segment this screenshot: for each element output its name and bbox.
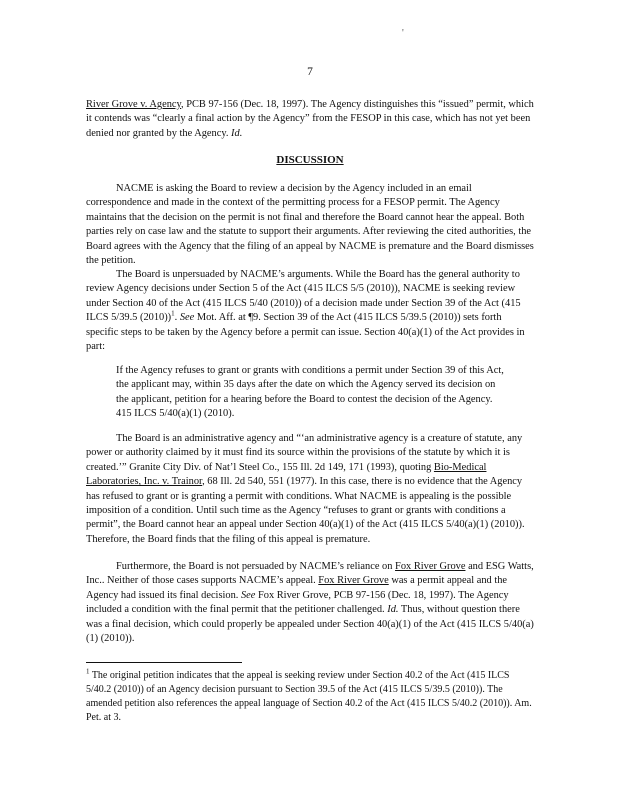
footnote-divider [86, 662, 242, 663]
footnote-marker: 1 [86, 667, 90, 676]
paragraph-2 [86, 268, 536, 354]
paragraph-4-text-a: Furthermore, the Board is not persuaded by NACME’s reliance on [116, 561, 396, 572]
footnote [86, 669, 536, 725]
paragraph-2-text-c: Mot. Aff. at ¶9. Section 39 of the Act (415 ILCS 5/39.5 (2010)) sets forth specific steps to be taken by the Agency before a permit can issue. Section 40(a)(1) of the Act provides in part: [86, 312, 525, 353]
case-name-bio-medical: Bio-Medical Laboratories, Inc. v. Trainor [86, 461, 487, 488]
see-signal-2: See [240, 589, 256, 601]
paragraph-4-text-d: Fox River Grove, PCB 97-156 (Dec. 18, 1997). The Agency included a condition with the final permit that the petitioner challenged. [86, 589, 509, 616]
paragraph-3-text-a: The Board is an administrative agency and “‘an administrative agency is a creature of statute, any power or authority claimed by it must find its source within the provisions of the statute by which it is created.’” Granite City Div. of Nat’l Steel Co., 155 Ill. 2d 149, 171 (1993), quoting [86, 433, 523, 473]
id-citation-2: Id. [387, 604, 399, 616]
paragraph-2-text-a: The Board is unpersuaded by NACME’s arguments. While the Board has the general authority to review Agency decisions under Section 5 of the Act (415 ILCS 5/5 (2010)), NACME is seeking review under Section 40 of the Act (415 ILCS 5/40 (2010)) of a decision made under Section 39 of the Act (415 ILCS 5/39.5 (2010)) [86, 269, 521, 324]
paragraph-4-text-c: was a permit appeal and the Agency had issued its final decision. [86, 575, 508, 601]
section-heading: DISCUSSION [276, 154, 344, 166]
footnote-text: The original petition indicates that the appeal is seeking review under Section 40.2 of the Act (415 ILCS 5/40.2 (2010)) of an Agency decision pursuant to Section 39.5 of the Act (415 ILCS 5/39.5 (2010)). The amended petition also references the appeal language of Section 40.2 of the Act (415 ILCS 5/40.2 (2010)). Am. Pet. at 3. [86, 670, 532, 723]
block-quote-text: If the Agency refuses to grant or grants with conditions a permit under Section 39 of this Act, the applicant may, within 35 days after the date on which the Agency served its decision on the applicant, petition for a hearing before the Board to contest the decision of the Agency. 415 ILCS 5/40(a)(1) (2010). [116, 365, 504, 420]
intro-paragraph [86, 98, 536, 141]
case-name-fox-river-grove-2: Fox River Grove [318, 575, 389, 587]
paragraph-3-text-b: , 68 Ill. 2d 540, 551 (1977). In this case, there is no evidence that the Agency has refused to grant or is granting a permit with conditions. What NACME is appealing is the possible imposition of a condition. Until such time as the Agency “refuses to grant or grants with conditions a permit”, the Board cannot hear an appeal under Section 40(a)(1) of the Act (415 ILCS 5/40(a)(1) (2010)). Therefore, the Board finds that the filing of this appeal is premature. [86, 476, 525, 545]
paragraph-4 [86, 560, 536, 646]
block-quote [116, 364, 510, 422]
paragraph-4-text-b: and ESG Watts, Inc.. Neither of those cases supports NACME’s appeal. [86, 561, 534, 587]
footnote-reference: 1 [171, 309, 175, 318]
corner-mark: ' [402, 28, 404, 39]
see-signal: See [179, 312, 195, 324]
paragraph-1-text: NACME is asking the Board to review a decision by the Agency included in an email correspondence and made in the context of the permitting process for a FESOP permit. The Agency maintains that the decision on the permit is not final and therefore the Board cannot hear the appeal. Both parties rely on case law and the statute to support their arguments. After reviewing the cited authorities, the Board agrees with the Agency that the filing of an appeal by NACME is premature and the Board dismisses the petition. [86, 183, 534, 267]
case-name-fox-river-grove: Fox River Grove [395, 561, 466, 572]
paragraph-3 [86, 432, 536, 547]
paragraph-2-text-b: . [174, 312, 180, 324]
id-citation: Id. [231, 127, 243, 139]
page-number: 7 [307, 66, 313, 78]
case-name-river-grove: River Grove v. Agency [86, 99, 182, 110]
intro-text: , PCB 97-156 (Dec. 18, 1997). The Agency distinguishes this “issued” permit, which it contends was “clearly a final action by the Agency” from the FESOP in this case, which has not yet been denied nor granted by the Agency. [86, 99, 534, 139]
paragraph-4-text-e: Thus, without question there was a final decision, which could properly be appealed under Section 40(a)(1) of the Act (415 ILCS 5/40(a)(1) (2010)). [86, 604, 534, 645]
paragraph-1 [86, 182, 536, 268]
